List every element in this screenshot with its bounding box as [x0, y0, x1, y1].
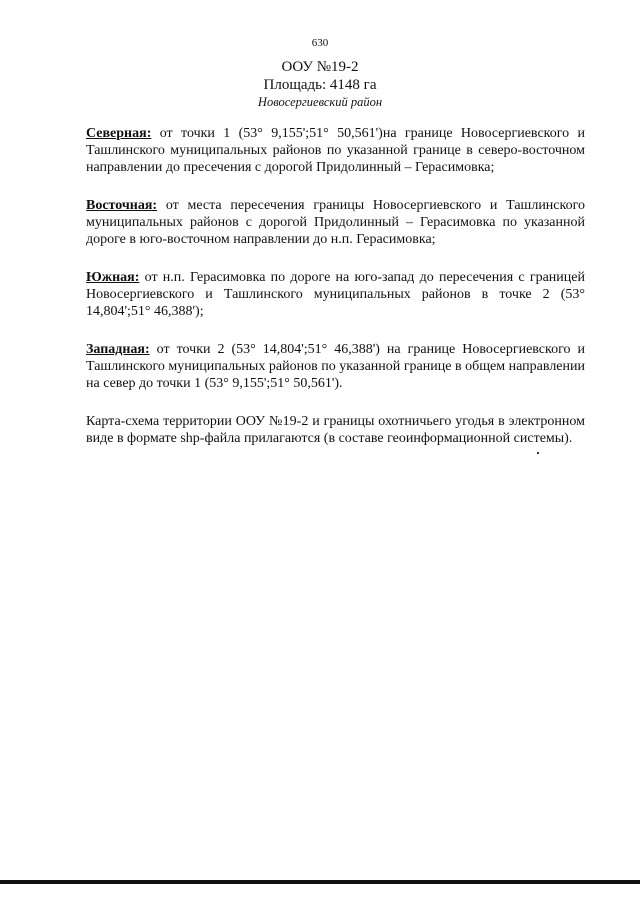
area-line: Площадь: 4148 га — [263, 77, 377, 93]
section-text-south: от н.п. Герасимовка по дороге на юго-запад до пересечения с границей Новосергиевского и Ташлинского муниципальных районов в точке 2 (53° 14,804';51° 46,388'); — [86, 270, 585, 319]
section-label-east: Восточная: — [86, 198, 158, 213]
district-name: Новосергиевский район — [257, 95, 383, 109]
section-label-south: Южная: — [86, 270, 140, 285]
page-number: 630 — [311, 37, 329, 49]
boundary-south — [86, 269, 585, 320]
hunting-ground-title: ООУ №19-2 — [281, 59, 359, 75]
section-text-west: от точки 2 (53° 14,804';51° 46,388') на границе Новосергиевского и Ташлинского муниципальных районов по указанной границе в общем направлении на север до точки 1 (53° 9,155';51° 50,561'). — [86, 342, 585, 391]
section-label-west: Западная: — [86, 342, 150, 357]
section-text-north: от точки 1 (53° 9,155';51° 50,561')на границе Новосергиевского и Ташлинского муниципальных районов по указанной границе в северо-восточном направлении до пресечения с дорогой Придолинный – Герасимовка; — [86, 126, 585, 175]
boundary-description — [86, 125, 585, 468]
boundary-north — [86, 125, 585, 176]
boundary-east — [86, 197, 585, 248]
section-label-north: Северная: — [86, 126, 152, 141]
closing-note: Карта-схема территории ООУ №19-2 и границы охотничьего угодья в электронном виде в формате shp-файла прилагаются (в составе геоинформационной системы). — [86, 414, 585, 446]
boundary-west — [86, 341, 585, 392]
section-text-east: от места пересечения границы Новосергиевского и Ташлинского муниципальных районов с дорогой Придолинный – Герасимовка по указанной дороге в юго-восточном направлении до н.п. Герасимовка; — [86, 198, 585, 247]
scan-artifact-dot — [537, 452, 539, 454]
bottom-rule — [0, 880, 640, 884]
document-header — [0, 58, 640, 110]
